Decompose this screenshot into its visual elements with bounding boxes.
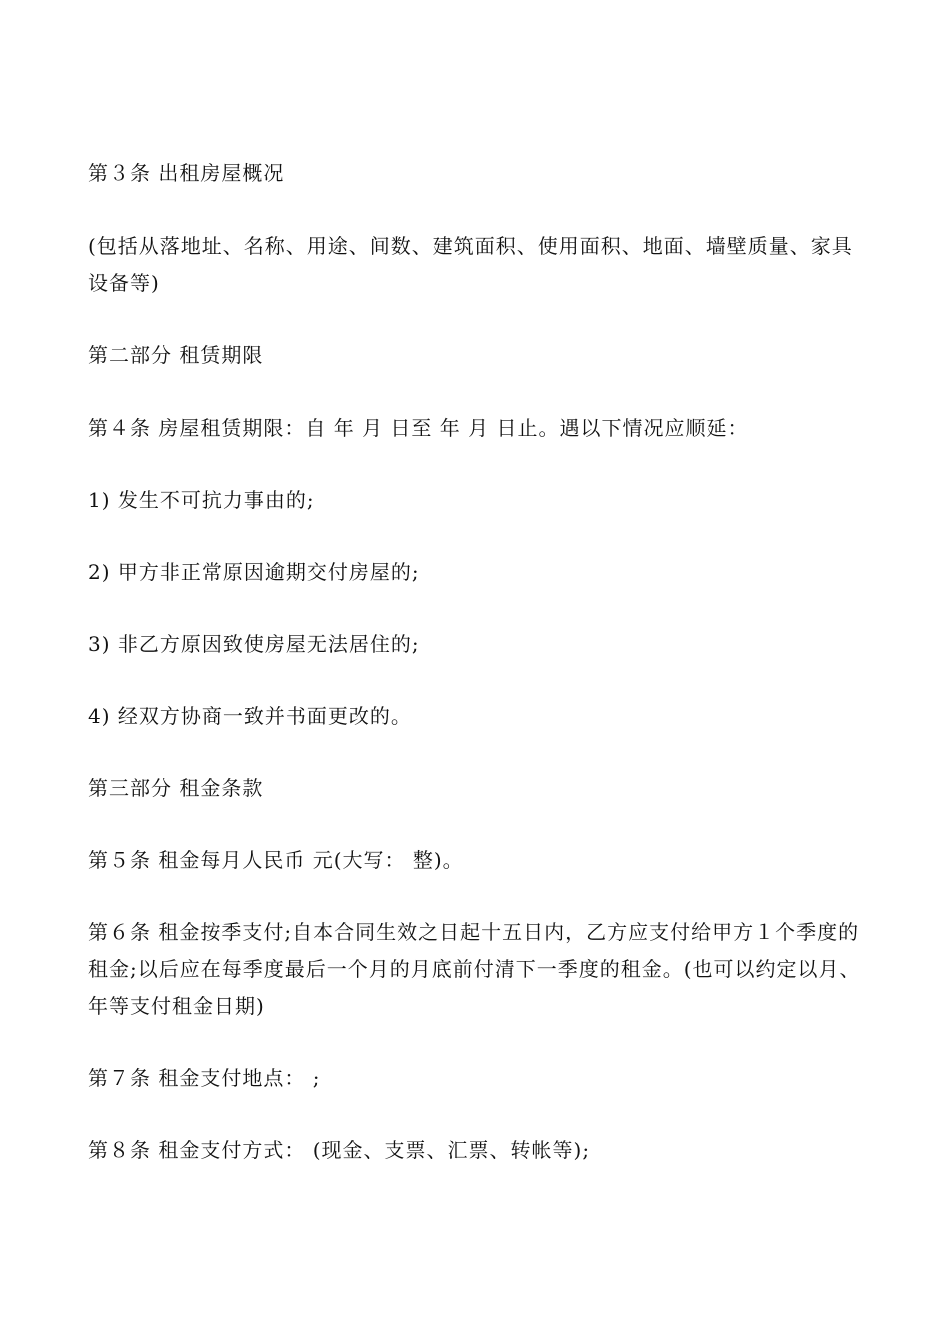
extension-item-1: 1) 发生不可抗力事由的; [88,488,315,512]
article-6-payment-schedule: 第６条 租金按季支付;自本合同生效之日起十五日内，乙方应支付给甲方１个季度的租金;以后应在每季度最后一个月的月底前付清下一季度的租金。(也可以约定以月、年等支付租金日期) [88,920,861,1018]
extension-item-2: 2) 甲方非正常原因逾期交付房屋的; [88,560,420,584]
part-3-heading: 第三部分 租金条款 [88,776,264,800]
article-8-payment-method: 第８条 租金支付方式： (现金、支票、汇票、转帐等); [88,1138,591,1162]
article-4-lease-term: 第４条 房屋租赁期限：自 年 月 日至 年 月 日止。遇以下情况应顺延： [88,416,749,440]
article-3-description: (包括从落地址、名称、用途、间数、建筑面积、使用面积、地面、墙壁质量、家具设备等) [88,234,853,295]
part-2-heading: 第二部分 租赁期限 [88,343,264,367]
article-7-payment-location: 第７条 租金支付地点： ; [88,1066,321,1090]
extension-item-4: 4) 经双方协商一致并书面更改的。 [88,704,412,728]
article-3-heading: 第３条 出租房屋概况 [88,161,285,185]
extension-item-3: 3) 非乙方原因致使房屋无法居住的; [88,632,420,656]
article-5-monthly-rent: 第５条 租金每月人民币 元(大写： 整)。 [88,848,464,872]
